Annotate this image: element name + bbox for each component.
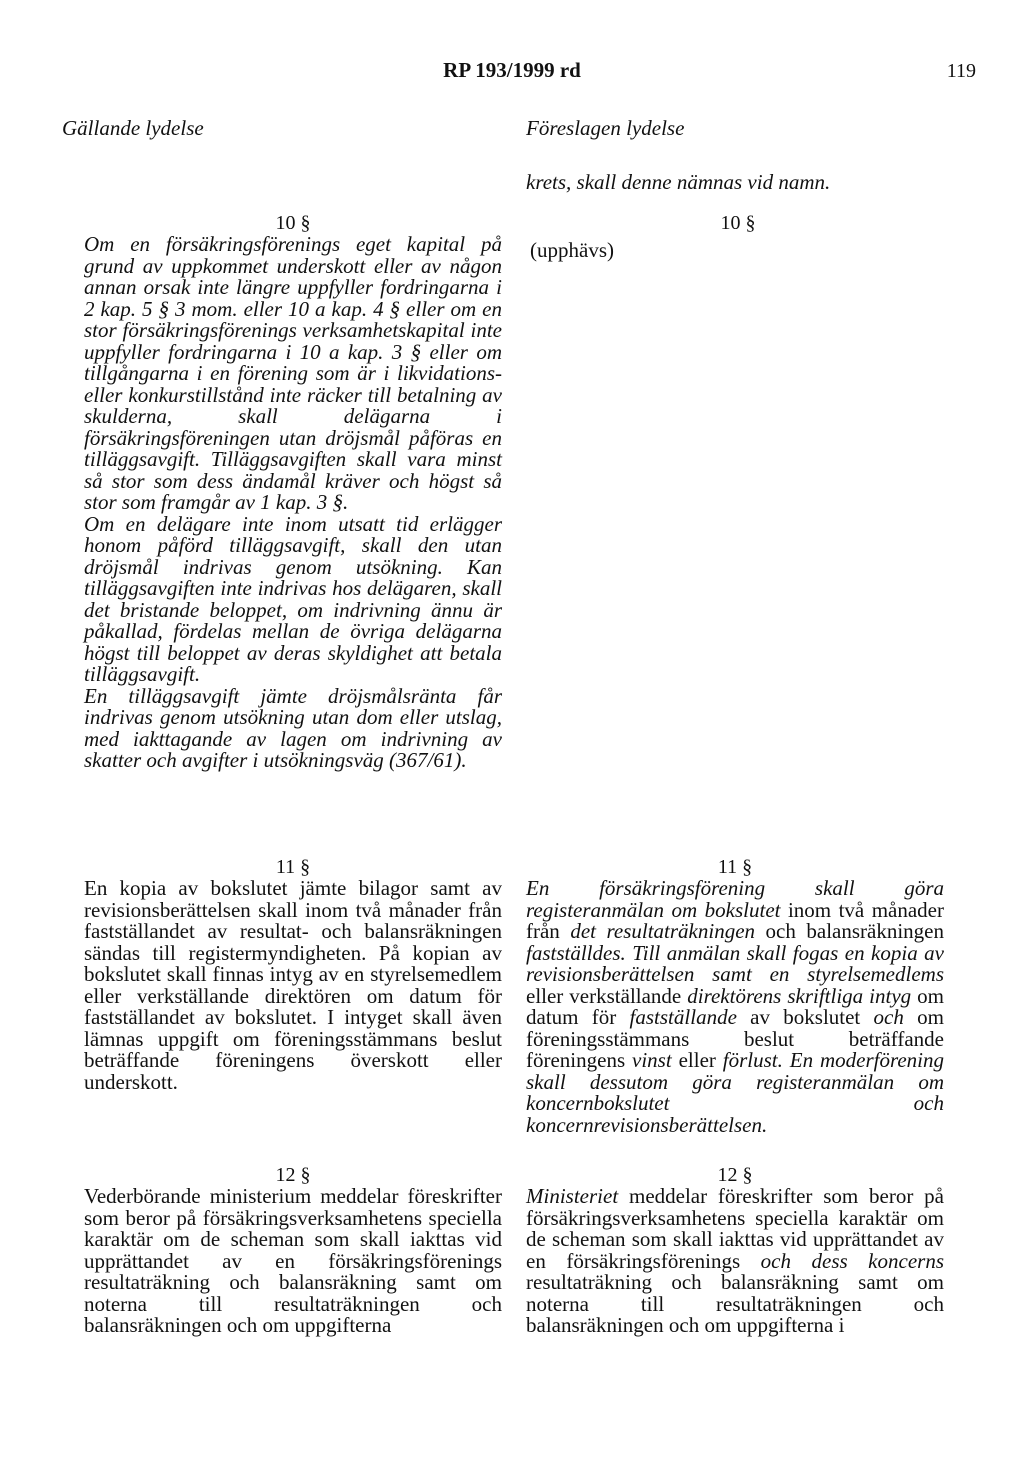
right-section-10-repealed: (upphävs) (530, 238, 614, 262)
right-section-12-heading: 12 § (717, 1164, 753, 1186)
text-segment: eller (671, 1048, 723, 1072)
section-12-left-text: Vederbörande ministerium meddelar föreskrifter som beror på försäkringsverksamhetens speciella karaktär om de scheman som skall iakttas vid upprättandet av en försäkringsförenings resultaträkning och balansräkning samt om noterna till resultaträkningen och balansräkningen och om uppgifterna (84, 1184, 502, 1337)
text-segment: om datum för (526, 983, 944, 1029)
text-segment: eller verkställande (526, 983, 688, 1008)
right-section-11-heading: 11 § (717, 856, 753, 878)
text-segment: och balansräkningen (755, 919, 944, 943)
text-segment: och (873, 1005, 904, 1029)
text-segment: fastställande (629, 1005, 737, 1029)
section-10-paragraph-1: Om en försäkringsförenings eget kapital på grund av uppkommet underskott eller av någon annan orsak inte längre uppfyller fordringarna i 2 kap. 5 § 3 mom. eller 10 a kap. 4 § eller om en stor försäkringsförenings verksamhetskapital inte uppfyller fordringarna i 10 a kap. 3 § eller om tillgångarna i en förening som är i likvidations- eller konkurstillstånd inte räcker till betalning av skulderna, skall delägarna i försäkringsföreningen utan dröjsmål påföras en tilläggsavgift. Tilläggsavgiften skall vara minst så stor som dess ändamål kräver och högst så stor som framgår av 1 kap. 3 §. (84, 232, 502, 514)
left-section-11-heading: 11 § (275, 856, 311, 878)
section-10-paragraph-3: En tilläggsavgift jämte dröjsmålsränta får indrivas genom utsökning utan dom eller utslag, med iakttagande av lagen om indrivning av skatter och avgifter i utsökningsväg (367/61). (84, 683, 502, 772)
right-column-heading: Föreslagen lydelse (526, 116, 685, 140)
text-segment: om föreningsstämmans beslut beträffande föreningens (526, 1005, 944, 1072)
text-segment: inom två månader från (526, 897, 944, 943)
text-segment: vinst (632, 1048, 672, 1072)
document-header-title: RP 193/1999 rd (443, 58, 581, 82)
text-segment: det resultaträkningen (570, 919, 756, 943)
page-number: 119 (946, 60, 976, 82)
text-segment: En försäkringsförening skall göra registeranmälan om bokslutet (526, 876, 944, 922)
left-section-12-heading: 12 § (275, 1164, 311, 1186)
left-section-12-body (84, 1186, 502, 1337)
text-segment: direktörens skriftliga intyg (687, 983, 912, 1008)
text-segment: Ministeriet (526, 1184, 619, 1208)
right-section-11-body (526, 878, 944, 1136)
section-12-right-text (526, 1186, 944, 1337)
right-section-10-heading: 10 § (720, 212, 756, 234)
left-section-11-body (84, 878, 502, 1093)
section-10-paragraph-2: Om en delägare inte inom utsatt tid erlägger honom påförd tilläggsavgift, skall den utan dröjsmål indrivas genom utsökning. Kan tilläggsavgiften inte indrivas hos delägaren, skall det bristande beloppet, om indrivning ännu är påkallad, fördelas mellan de övriga delägarna högst till beloppet av deras skyldighet att betala tilläggsavgift. (84, 511, 502, 686)
section-11-left-text: En kopia av bokslutet jämte bilagor samt av revisionsberättelsen skall inom två månader från fastställandet av resultat- och balansräkningen sändas till registermyndigheten. På kopian av bokslutet skall finnas intyg av en styrelsemedlem eller verkställande direktören om datum för fastställandet av bokslutet. I intyget skall även lämnas uppgift om föreningsstämmans beslut beträffande föreningens överskott eller underskott. (84, 876, 502, 1094)
left-section-10-body (84, 234, 502, 772)
right-carryover-text: krets, skall denne nämnas vid namn. (526, 170, 831, 194)
text-segment: fastställdes. Till anmälan skall fogas en kopia av revisionsberättelsen samt en styrelsemedlems (526, 940, 944, 986)
left-column-heading: Gällande lydelse (62, 116, 204, 140)
text-segment: förlust. En moderförening skall dessutom göra registeranmälan om koncernbokslutet och koncernrevisionsberättelsen. (526, 1048, 945, 1137)
text-segment: meddelar föreskrifter som beror på försäkringsverksamhetens speciella karaktär om de scheman som skall iakttas vid upprättandet av en försäkringsförenings (526, 1184, 944, 1273)
text-segment: och dess koncerns (760, 1248, 944, 1273)
right-section-12-body (526, 1186, 944, 1337)
section-11-right-text (526, 878, 944, 1136)
left-section-10-heading: 10 § (275, 212, 311, 234)
text-segment: av bokslutet (736, 1005, 874, 1029)
text-segment: resultaträkning och balansräkning samt om noterna till resultaträkningen och balansräkningen och om uppgifterna i (526, 1270, 944, 1337)
